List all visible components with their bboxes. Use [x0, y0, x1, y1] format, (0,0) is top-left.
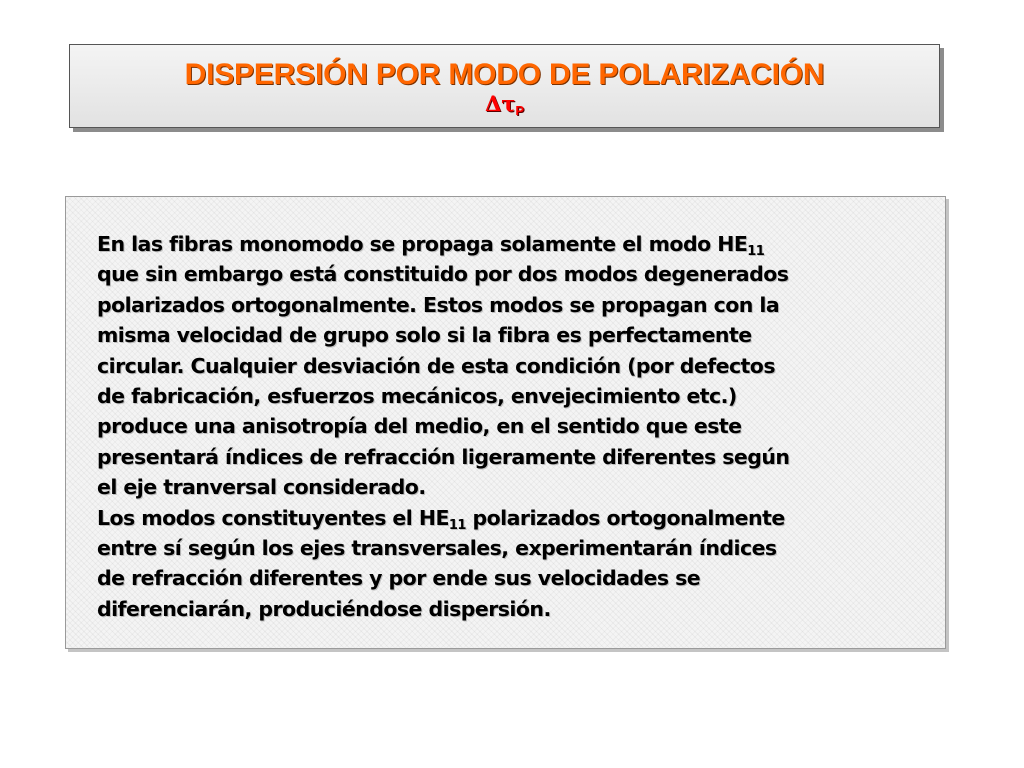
text-line: diferenciarán, produciéndose dispersión. — [97, 596, 551, 621]
text-line-main: Los modos constituyentes el HE — [97, 505, 449, 530]
text-line: produce una anisotropía del medio, en el sentido que este — [97, 414, 742, 439]
content-text — [97, 229, 927, 624]
text-line: circular. Cualquier desviación de esta condición (por defectos — [97, 353, 775, 378]
content-box — [65, 196, 946, 649]
text-line: misma velocidad de grupo solo si la fibra es perfectamente — [97, 323, 752, 348]
text-line: presentará índices de refracción ligeramente diferentes según — [97, 444, 790, 469]
slide-title: DISPERSIÓN POR MODO DE POLARIZACIÓN — [184, 58, 825, 91]
text-line: el eje tranversal considerado. — [97, 475, 426, 500]
title-box — [69, 44, 940, 128]
text-line — [97, 229, 927, 259]
text-line-main: En las fibras monomodo se propaga solamente el modo HE — [97, 232, 748, 256]
text-line: que sin embargo está constituido por dos modos degenerados — [97, 262, 789, 287]
text-line: entre sí según los ejes transversales, experimentarán índices — [97, 536, 777, 561]
text-line-subscript: 11 — [448, 517, 466, 533]
text-line-subscript: 11 — [747, 244, 765, 259]
text-line-after: polarizados ortogonalmente — [465, 505, 785, 530]
title-symbol-subscript: P — [515, 103, 525, 118]
text-line: de refracción diferentes y por ende sus velocidades se — [97, 566, 701, 591]
title-symbol — [70, 92, 939, 116]
text-line: de fabricación, esfuerzos mecánicos, envejecimiento etc.) — [97, 384, 737, 409]
title-symbol-base: Δτ — [484, 91, 516, 116]
text-line: polarizados ortogonalmente. Estos modos se propagan con la — [97, 292, 780, 317]
text-line — [97, 503, 927, 533]
